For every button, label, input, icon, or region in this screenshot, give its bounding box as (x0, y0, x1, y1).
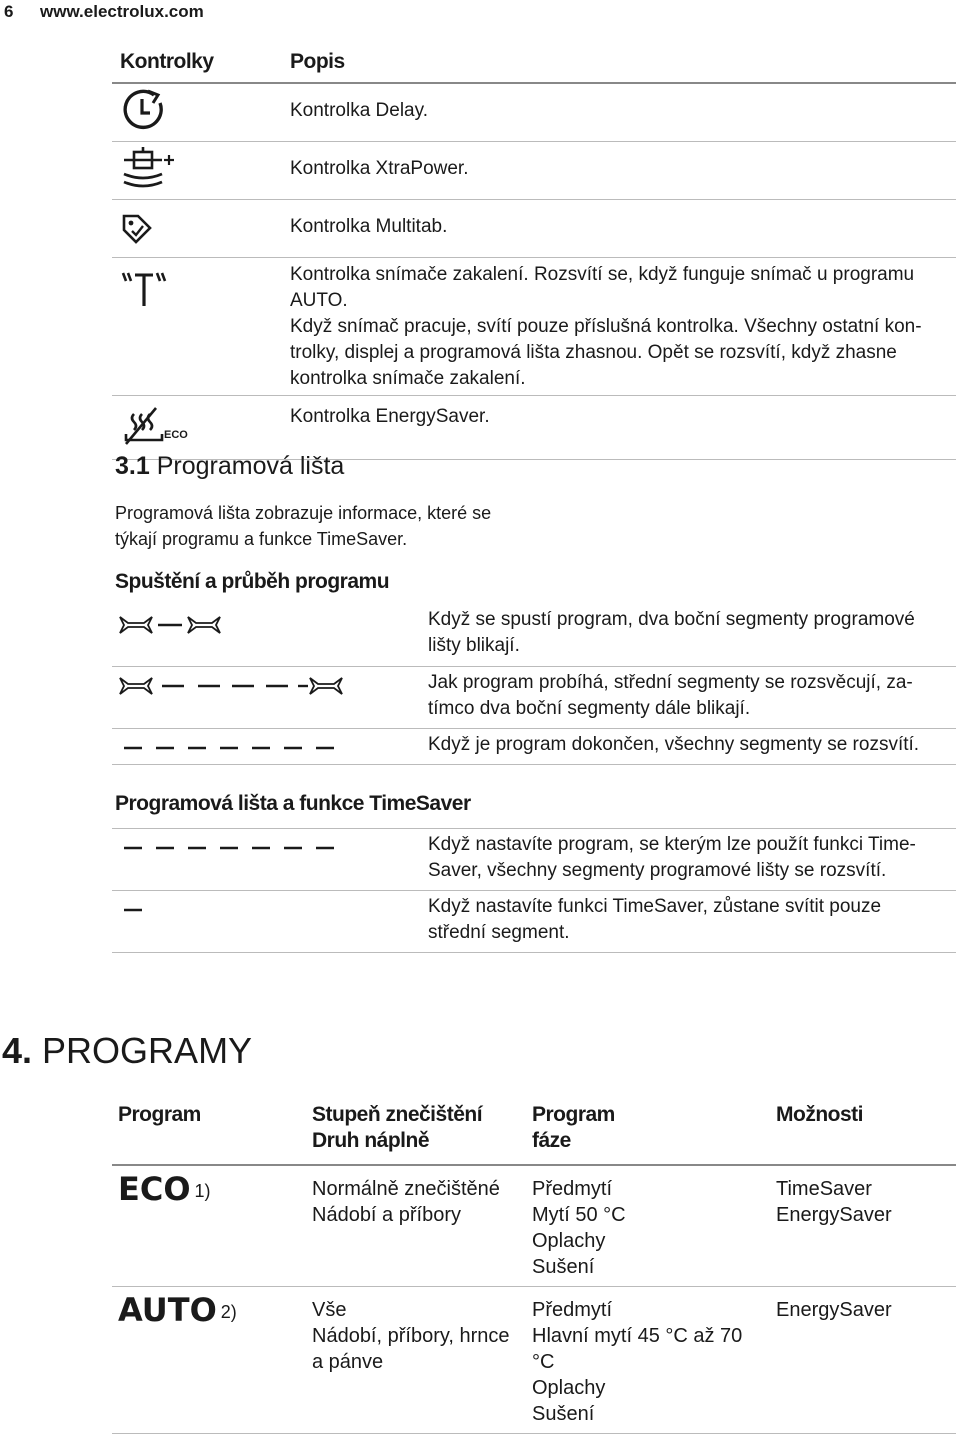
run-progress-table (112, 604, 956, 765)
indicators-column-header: Kontrolky (112, 44, 282, 83)
site-url: www.electrolux.com (40, 2, 204, 21)
segment-description: Když nastavíte program, se kterým lze použít funkci Time- Saver, všechny segmenty programové lišty se rozsvítí. (422, 829, 956, 891)
program-name-cell (112, 1287, 306, 1434)
section-4-heading (2, 1030, 252, 1072)
segment-row (112, 728, 956, 764)
programs-header-row (112, 1098, 956, 1165)
footnote-marker: 1) (194, 1181, 211, 1201)
program-name: ECO (118, 1170, 191, 1208)
program-soil: Vše Nádobí, příbory, hrnce a pánve (306, 1287, 526, 1434)
indicator-row (112, 83, 956, 141)
section-title: Programová lišta (156, 452, 345, 480)
segment-visual-cell (112, 829, 422, 891)
soil-column-header: Stupeň znečištění Druh náplně (306, 1098, 526, 1165)
section-title: PROGRAMY (42, 1030, 253, 1071)
run-progress-heading: Spuštění a průběh programu (115, 570, 390, 593)
indicator-description: Kontrolka Delay. (282, 83, 956, 141)
all-segments-on-icon (118, 832, 348, 854)
indicator-icon-cell (112, 199, 282, 257)
indicators-header-row (112, 44, 956, 83)
turbidity-sensor-icon (120, 268, 170, 312)
indicator-description: Kontrolka Multitab. (282, 199, 956, 257)
middle-segment-icon (118, 894, 158, 916)
segment-row (112, 829, 956, 891)
xtrapower-icon (120, 146, 176, 194)
middle-segments-lighting-icon (118, 672, 358, 700)
footnote-marker: 2) (220, 1302, 237, 1322)
section-number: 3.1 (115, 452, 150, 480)
all-segments-on-icon (118, 732, 348, 754)
description-column-header: Popis (282, 44, 956, 83)
program-row (112, 1287, 956, 1434)
segment-description: Když nastavíte funkci TimeSaver, zůstane svítit pouze střední segment. (422, 891, 956, 953)
program-phases: Předmytí Hlavní mytí 45 °C až 70 °C Oplachy Sušení (526, 1287, 770, 1434)
segment-description: Když se spustí program, dva boční segmenty programové lišty blikají. (422, 604, 956, 666)
segment-description: Jak program probíhá, střední segmenty se rozsvěcují, za- tímco dva boční segmenty dále blikají. (422, 666, 956, 728)
program-name-cell (112, 1165, 306, 1287)
program-phases: Předmytí Mytí 50 °C Oplachy Sušení (526, 1165, 770, 1287)
program-options: EnergySaver (770, 1287, 956, 1434)
program-soil: Normálně znečištěné Nádobí a příbory (306, 1165, 526, 1287)
section-intro: Programová lišta zobrazuje informace, které se týkají programu a funkce TimeSaver. (115, 503, 492, 549)
blinking-side-segments-icon (118, 611, 238, 639)
section-3-1-heading (115, 452, 344, 481)
multitab-icon (120, 212, 154, 246)
indicator-row (112, 257, 956, 395)
segment-row (112, 666, 956, 728)
program-row (112, 1165, 956, 1287)
timesaver-heading: Programová lišta a funkce TimeSaver (115, 792, 471, 815)
programs-table (112, 1098, 956, 1434)
segment-visual-cell (112, 604, 422, 666)
program-column-header: Program (112, 1098, 306, 1165)
segment-row (112, 891, 956, 953)
indicators-table (112, 44, 956, 460)
options-column-header: Možnosti (770, 1098, 956, 1165)
indicator-row (112, 141, 956, 199)
indicator-icon-cell (112, 83, 282, 141)
segment-visual-cell (112, 891, 422, 953)
section-number: 4. (2, 1030, 33, 1071)
segment-row (112, 604, 956, 666)
segment-visual-cell (112, 666, 422, 728)
segment-description: Když je program dokončen, všechny segmenty se rozsvítí. (422, 728, 956, 764)
program-options: TimeSaver EnergySaver (770, 1165, 956, 1287)
program-name: AUTO (118, 1291, 217, 1329)
delay-icon (120, 86, 168, 136)
indicator-row (112, 199, 956, 257)
indicator-description: Kontrolka snímače zakalení. Rozsvítí se, když funguje snímač u programu AUTO. Když snímač pracuje, svítí pouze příslušná kontrolka. Všechny ostatní kon- trolky, displej a programová lišta zhasnou. Opět se rozsvítí, když zhasne kontrolka snímače zakalení. (282, 257, 956, 395)
phases-column-header: Program fáze (526, 1098, 770, 1165)
indicator-description: Kontrolka XtraPower. (282, 141, 956, 199)
indicator-description: Kontrolka EnergySaver. (282, 395, 956, 459)
indicator-row (112, 395, 956, 459)
timesaver-table (112, 828, 956, 953)
indicator-icon-cell (112, 141, 282, 199)
segment-visual-cell (112, 728, 422, 764)
eco-label: ECO (164, 428, 188, 441)
indicator-icon-cell (112, 257, 282, 395)
indicator-icon-cell (112, 395, 282, 459)
energysaver-icon (120, 404, 190, 448)
page-number: 6 (4, 2, 14, 21)
